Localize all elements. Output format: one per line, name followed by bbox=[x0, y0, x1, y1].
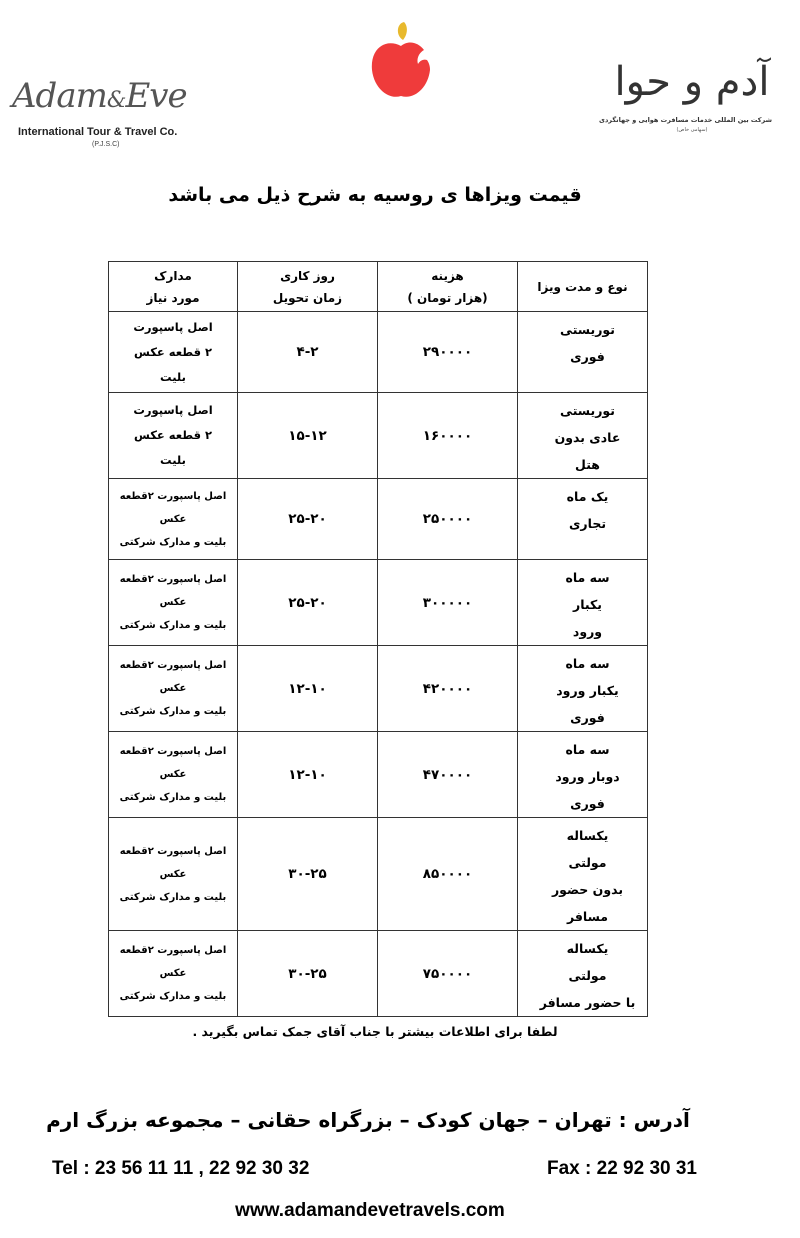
text-line: اصل پاسپورت ۲قطعه bbox=[119, 845, 227, 857]
delivery-days-cell: ۲۵-۲۰ bbox=[238, 479, 378, 560]
text-line: عادی بدون bbox=[554, 430, 621, 445]
text-line: عکس bbox=[159, 868, 187, 880]
delivery-days-cell: ۳۰-۲۵ bbox=[238, 818, 378, 931]
text-line: سه ماه bbox=[565, 656, 610, 671]
visa-type-cell bbox=[518, 931, 648, 1017]
text-line: هتل bbox=[575, 457, 600, 472]
text-line: روز کاری bbox=[280, 268, 335, 283]
header-cost bbox=[378, 262, 518, 312]
required-documents-cell bbox=[109, 818, 238, 931]
table-row bbox=[109, 560, 648, 646]
required-documents-cell bbox=[109, 479, 238, 560]
delivery-days-cell: ۱۲-۱۰ bbox=[238, 646, 378, 732]
text-line: (هزار تومان ) bbox=[407, 290, 488, 305]
text-line: بلیت و مدارک شرکتی bbox=[119, 792, 227, 803]
company-type-en: (P.J.S.C) bbox=[92, 141, 120, 148]
text-line: عکس bbox=[159, 597, 187, 608]
cost-cell: ۱۶۰۰۰۰ bbox=[378, 393, 518, 479]
visa-type-cell bbox=[518, 479, 648, 560]
text-line: نوع و مدت ویزا bbox=[537, 279, 628, 294]
cost-cell: ۲۹۰۰۰۰ bbox=[378, 312, 518, 393]
text-line: ورود bbox=[572, 624, 603, 639]
header-delivery-days bbox=[238, 262, 378, 312]
required-documents-cell bbox=[109, 560, 238, 646]
text-line: بدون حضور مسافر bbox=[551, 882, 624, 924]
company-name-en: International Tour & Travel Co. bbox=[18, 126, 178, 138]
text-line: یکبار bbox=[573, 597, 602, 612]
text-line: مولتی bbox=[568, 968, 607, 983]
text-line: توریستی bbox=[560, 322, 615, 337]
table-row bbox=[109, 818, 648, 931]
text-line: اصل پاسپورت ۲قطعه bbox=[119, 574, 227, 585]
logo-adam-eve-en bbox=[12, 76, 212, 148]
text-line: عکس bbox=[159, 968, 187, 979]
text-line: اصل پاسپورت ۲قطعه bbox=[119, 660, 227, 671]
text-line: فوری bbox=[570, 796, 605, 811]
table-row bbox=[109, 931, 648, 1017]
text-line: سه ماه bbox=[565, 570, 610, 585]
delivery-days-cell: ۴-۲ bbox=[238, 312, 378, 393]
required-documents-cell bbox=[109, 931, 238, 1017]
logo-adam-eve-fa bbox=[599, 59, 772, 133]
delivery-days-cell: ۱۵-۱۲ bbox=[238, 393, 378, 479]
cost-cell: ۴۷۰۰۰۰ bbox=[378, 732, 518, 818]
text-line: عکس bbox=[159, 769, 187, 780]
text-line: بلیت bbox=[160, 453, 186, 467]
visa-type-cell bbox=[518, 560, 648, 646]
text-line: توریستی bbox=[560, 403, 615, 418]
company-name-fa: شرکت بین المللی خدمات مسافرت هوایی و جهانگردی bbox=[599, 116, 772, 124]
text-line: ۲ قطعه عکس bbox=[133, 428, 213, 442]
visa-price-table bbox=[108, 261, 648, 1017]
table-row bbox=[109, 312, 648, 393]
required-documents-cell bbox=[109, 732, 238, 818]
table-row bbox=[109, 479, 648, 560]
table-row bbox=[109, 646, 648, 732]
text-line: ۲ قطعه عکس bbox=[133, 344, 213, 359]
brand-name-fa: آدم و حوا bbox=[614, 59, 770, 105]
text-line: یکساله bbox=[566, 941, 609, 956]
table-header-row bbox=[109, 262, 648, 312]
visa-type-cell bbox=[518, 732, 648, 818]
text-line: اصل پاسپورت bbox=[133, 403, 213, 417]
text-line: اصل پاسپورت ۲قطعه bbox=[119, 945, 227, 956]
text-line: یکساله bbox=[566, 828, 609, 843]
cost-cell: ۷۵۰۰۰۰ bbox=[378, 931, 518, 1017]
text-line: بلیت و مدارک شرکتی bbox=[119, 620, 227, 631]
text-line: اصل پاسپورت bbox=[133, 319, 213, 334]
contact-note: لطفا برای اطلاعات بیشتر با جناب آقای جمک تماس بگیرید . bbox=[192, 1024, 558, 1039]
text-line: یک ماه bbox=[566, 489, 609, 504]
delivery-days-cell: ۲۵-۲۰ bbox=[238, 560, 378, 646]
header-required-documents bbox=[109, 262, 238, 312]
text-line: فوری bbox=[570, 710, 605, 725]
text-line: یکبار ورود bbox=[556, 683, 619, 698]
delivery-days-cell: ۳۰-۲۵ bbox=[238, 931, 378, 1017]
text-line: اصل پاسپورت ۲قطعه bbox=[119, 746, 227, 757]
address: آدرس : تهران – جهان کودک – بزرگراه حقانی – مجموعه بزرگ ارم bbox=[46, 1108, 690, 1132]
website-link[interactable]: www.adamandevetravels.com bbox=[235, 1200, 505, 1221]
cost-cell: ۸۵۰۰۰۰ bbox=[378, 818, 518, 931]
text-line: بلیت و مدارک شرکتی bbox=[119, 991, 227, 1002]
text-line: بلیت و مدارک شرکتی bbox=[119, 891, 227, 903]
required-documents-cell bbox=[109, 646, 238, 732]
required-documents-cell bbox=[109, 312, 238, 393]
text-line: بلیت و مدارک شرکتی bbox=[119, 706, 227, 717]
table-row bbox=[109, 732, 648, 818]
text-line: مورد نیاز bbox=[146, 290, 200, 305]
text-line: اصل پاسپورت ۲قطعه bbox=[119, 490, 227, 502]
telephone: Tel : 23 56 11 11 , 22 92 30 32 bbox=[52, 1158, 310, 1179]
company-type-fa: (سهامی خاص) bbox=[676, 127, 708, 133]
text-line: هزینه bbox=[431, 268, 464, 283]
apple-logo-icon bbox=[366, 18, 436, 100]
text-line: فوری bbox=[570, 349, 605, 364]
page-title: قیمت ویزاها ی روسیه به شرح ذیل می باشد bbox=[168, 184, 582, 206]
text-line: مولتی bbox=[568, 855, 607, 870]
visa-type-cell bbox=[518, 393, 648, 479]
visa-type-cell bbox=[518, 646, 648, 732]
text-line: بلیت و مدارک شرکتی bbox=[119, 536, 227, 548]
text-line: تجاری bbox=[568, 516, 607, 531]
cost-cell: ۲۵۰۰۰۰ bbox=[378, 479, 518, 560]
visa-type-cell bbox=[518, 818, 648, 931]
table-row bbox=[109, 393, 648, 479]
text-line: مدارک bbox=[154, 268, 192, 283]
fax: Fax : 22 92 30 31 bbox=[547, 1158, 697, 1179]
text-line: با حضور مسافر bbox=[539, 995, 636, 1010]
text-line: عکس bbox=[159, 683, 187, 694]
header-visa-type bbox=[518, 262, 648, 312]
required-documents-cell bbox=[109, 393, 238, 479]
text-line: بلیت bbox=[160, 369, 186, 384]
text-line: عکس bbox=[159, 513, 187, 525]
text-line: سه ماه bbox=[565, 742, 610, 757]
cost-cell: ۳۰۰۰۰۰ bbox=[378, 560, 518, 646]
delivery-days-cell: ۱۲-۱۰ bbox=[238, 732, 378, 818]
text-line: زمان تحویل bbox=[272, 290, 343, 305]
text-line: دوبار ورود bbox=[555, 769, 620, 784]
visa-type-cell bbox=[518, 312, 648, 393]
brand-name-en: Adam&Eve bbox=[12, 76, 187, 116]
cost-cell: ۴۲۰۰۰۰ bbox=[378, 646, 518, 732]
